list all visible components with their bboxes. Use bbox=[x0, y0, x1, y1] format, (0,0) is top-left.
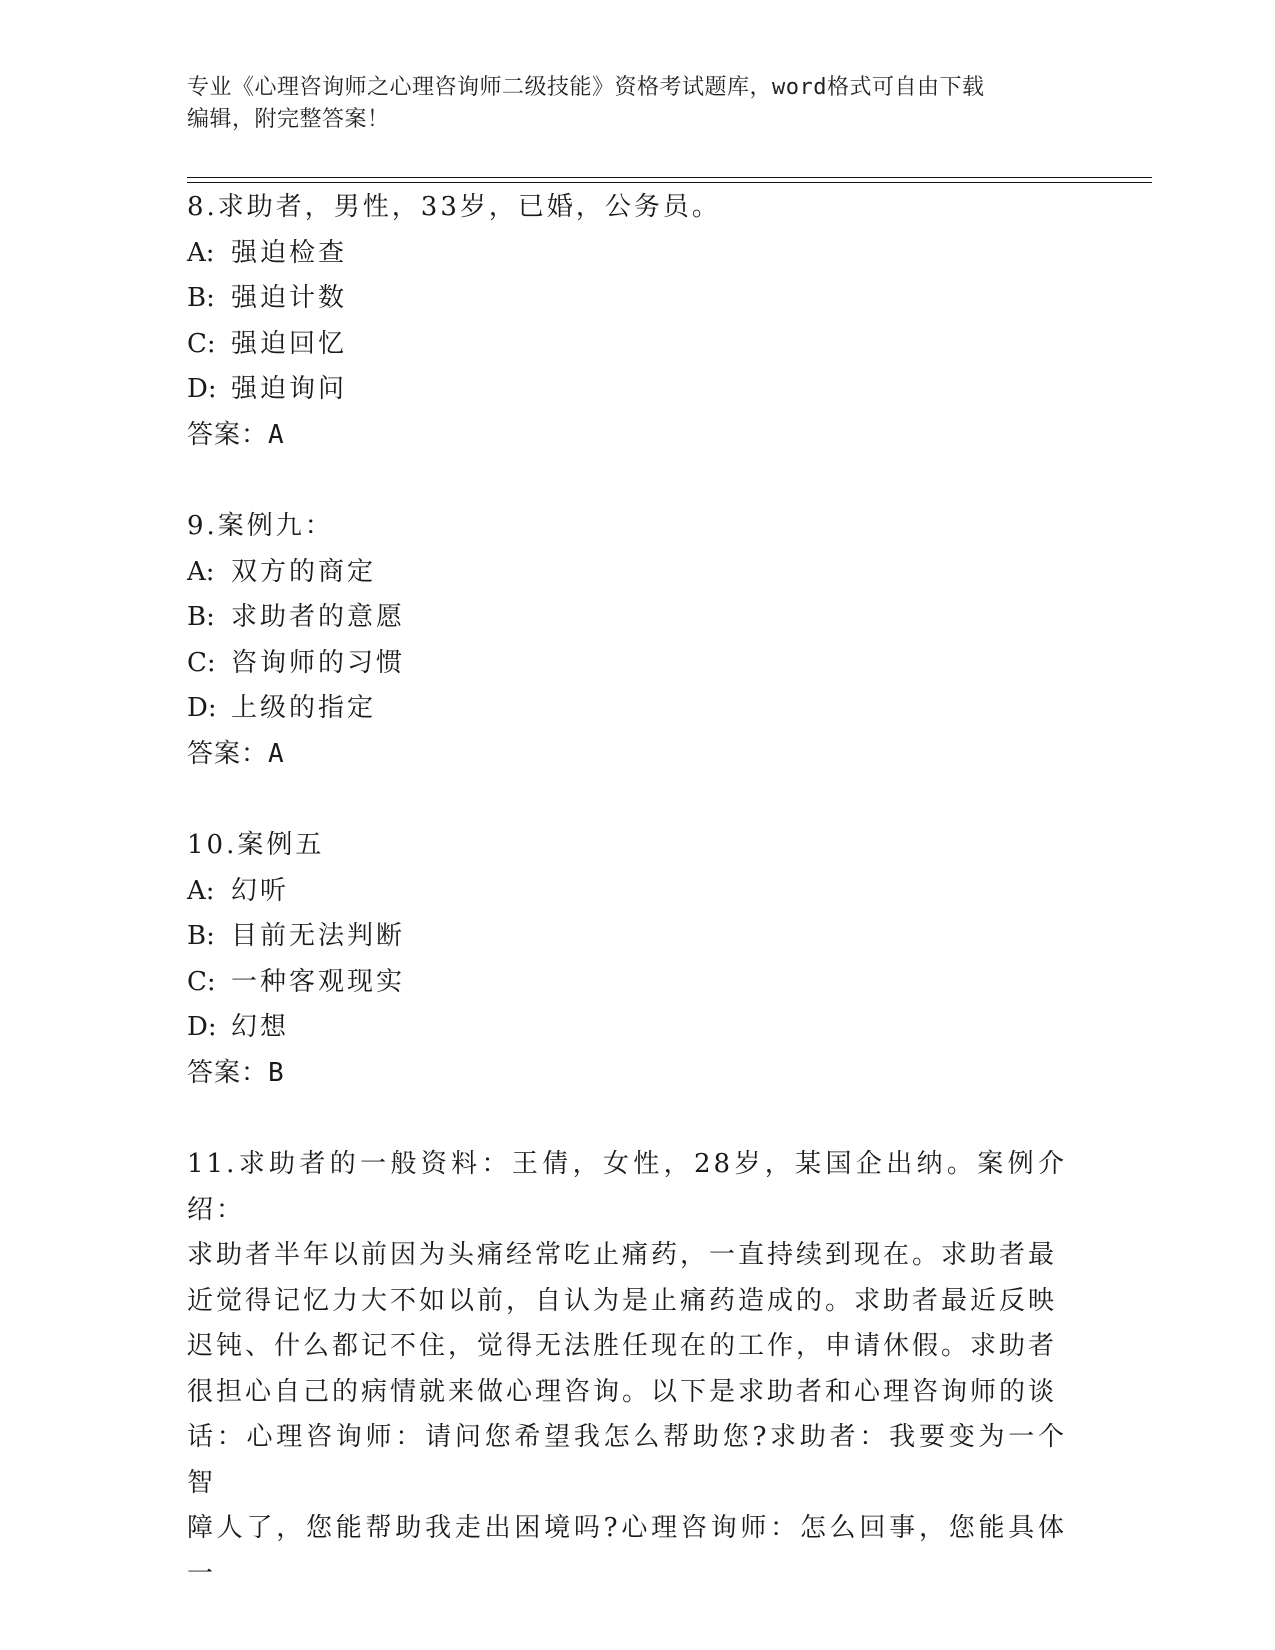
header-line-1: 专业《心理咨询师之心理咨询师二级技能》资格考试题库，word格式可自由下载 bbox=[187, 75, 985, 100]
question-11-line: 迟钝、什么都记不住，觉得无法胜任现在的工作，申请休假。求助者 bbox=[187, 1331, 1058, 1361]
question-title: 8.求助者，男性，33岁，已婚，公务员。 bbox=[187, 192, 721, 222]
option-b: B: 强迫计数 bbox=[187, 283, 348, 313]
header-line-2: 编辑，附完整答案！ bbox=[187, 107, 390, 132]
option-c: C: 强迫回忆 bbox=[187, 328, 348, 359]
answer-line: 答案：A bbox=[187, 738, 285, 769]
answer-value: B bbox=[268, 1057, 285, 1088]
option-d: D: 幻想 bbox=[187, 1012, 290, 1042]
option-d: D: 强迫询问 bbox=[187, 374, 348, 404]
question-11-line: 话：心理咨询师：请问您希望我怎么帮助您?求助者：我要变为一个智 bbox=[187, 1422, 1067, 1498]
answer-value: A bbox=[268, 738, 285, 769]
option-a: A: 双方的商定 bbox=[187, 556, 377, 587]
question-title: 9.案例九： bbox=[187, 511, 334, 541]
question-title: 10.案例五 bbox=[187, 830, 325, 860]
option-c: C: 咨询师的习惯 bbox=[187, 647, 406, 678]
option-d: D: 上级的指定 bbox=[187, 693, 377, 723]
option-b: B: 求助者的意愿 bbox=[187, 602, 406, 632]
answer-line: 答案：A bbox=[187, 419, 285, 450]
question-11-line: 求助者半年以前因为头痛经常吃止痛药，一直持续到现在。求助者最 bbox=[187, 1240, 1058, 1270]
option-c: C: 一种客观现实 bbox=[187, 966, 406, 997]
header-divider bbox=[187, 177, 1152, 183]
option-a: A: 强迫检查 bbox=[187, 237, 348, 268]
question-list bbox=[187, 185, 1087, 1643]
question-item-11 bbox=[187, 1142, 1087, 1597]
question-11-line: 很担心自己的病情就来做心理咨询。以下是求助者和心理咨询师的谈 bbox=[187, 1376, 1058, 1407]
question-11-line: 近觉得记忆力大不如以前，自认为是止痛药造成的。求助者最近反映 bbox=[187, 1285, 1058, 1316]
question-11-line: 11.求助者的一般资料：王倩，女性，28岁，某国企出纳。案例介绍： bbox=[187, 1149, 1067, 1225]
question-item bbox=[187, 823, 1087, 1096]
option-b: B: 目前无法判断 bbox=[187, 921, 406, 951]
answer-line: 答案：B bbox=[187, 1057, 285, 1088]
question-item bbox=[187, 185, 1087, 458]
question-11-line: 障人了，您能帮助我走出困境吗?心理咨询师：怎么回事，您能具体一 bbox=[187, 1513, 1067, 1589]
document-header bbox=[187, 72, 1067, 136]
question-item bbox=[187, 504, 1087, 777]
option-a: A: 幻听 bbox=[187, 875, 290, 906]
answer-value: A bbox=[268, 419, 285, 450]
